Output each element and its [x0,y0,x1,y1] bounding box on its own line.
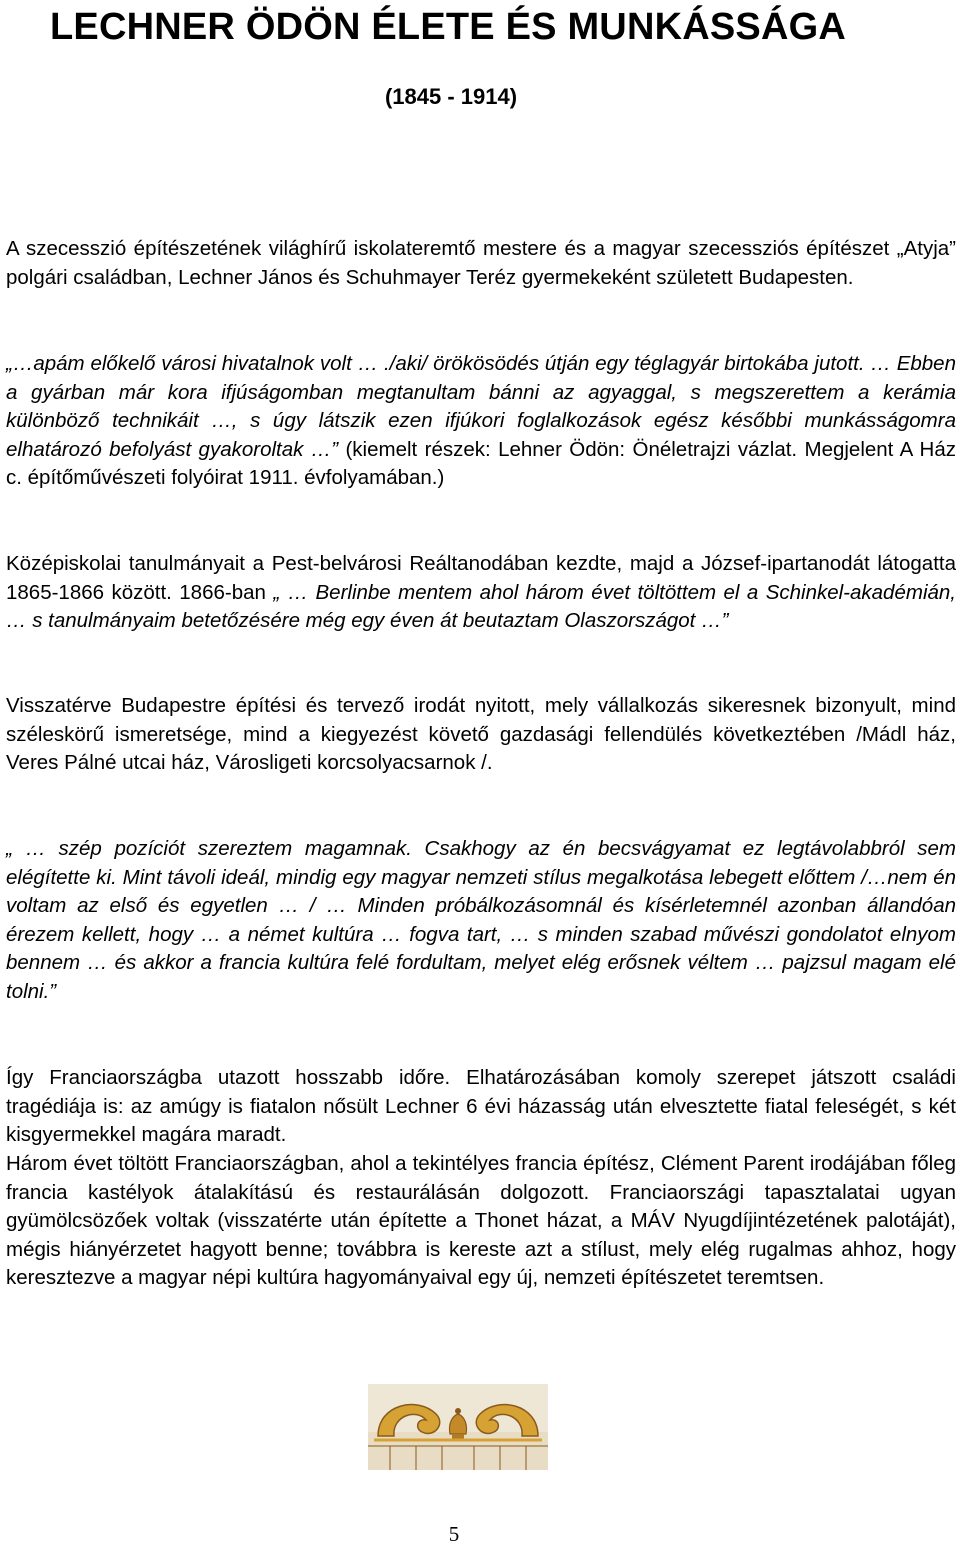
quote-ambition: „ … szép pozíciót szereztem magamnak. Csakhogy az én becsvágyamat ez legtávolabbról sem elégítette ki. Mint távoli ideál, mindig egy magyar nemzeti stílus megalkotása lebegett előttem /…nem én voltam az első és egyetlen … / … Minden próbálkozásomnál és kísérletemnél azonban állandóan érezem kellett, hogy … a német kultúra … fogva tart, … s minden szabad művészi gondolatot elnyom bennem … és akkor a francia kultúra felé fordultam, melyet elég erősnek véltem … pajzsul magam elé tolni.” [6,837,956,1003]
paragraph-france-travel: Így Franciaországba utazott hosszabb időre. Elhatározásában komoly szerepet játszott családi tragédiája is: az amúgy is fiatalon nősült Lechner 6 évi házasság után elvesztette fiatal feleségét, s két kisgyermekkel magára maradt. [6,1066,956,1147]
studies-text: Középiskolai tanulmányait a Pest-belvárosi Reáltanodában kezdte, majd a József-ipartanodát látogatta 1865-1866 között. 1866-ban [6,552,956,604]
paragraph-return: Visszatérve Budapestre építési és tervező irodát nyitott, mely vállalkozás sikeresnek bizonyult, mind széleskörű ismeretsége, mind a kiegyezést követő gazdasági fellendülés következtében /Mádl ház, Veres Pálné utcai ház, Városligeti korcsolyacsarnok /. [6,694,956,775]
paragraph-ambition-quote [6,835,956,1007]
paragraph-studies [6,550,956,636]
page-title: LECHNER ÖDÖN ÉLETE ÉS MUNKÁSSÁGA [50,6,847,48]
paragraph-childhood [6,350,956,493]
quote-berlin: „ … Berlinbe mentem ahol három évet töltöttem el a Schinkel-akadémián, … s tanulmányaim betetőzésére még egy éven át beutaztam Olaszországot …” [6,580,956,633]
ceramic-ornament-image [368,1384,548,1470]
paragraph-intro: A szecesszió építészetének világhírű iskolateremtő mestere és a magyar szecessziós építészet „Atyja” polgári családban, Lechner János és Schuhmayer Teréz gyermekeként született Budapesten. [6,237,956,289]
quote-childhood: „…apám előkelő városi hivatalnok volt … ./aki/ örökösödés útján egy téglagyár birtokába jutott. … Ebben a gyárban már kora ifjúságomban megtanultam bánni az agyaggal, s megszerettem a kerámia különböző technikáit …, s úgy látszik ezen ifjúkori foglalkozások egész későbbi munkásságomra elhatározó befolyást gyakoroltak …” [6,352,956,461]
paragraph-france-work: Három évet töltött Franciaországban, ahol a tekintélyes francia építész, Clément Parent irodájában főleg francia kastélyok átalakítású és restaurálásán dolgozott. Franciaországi tapasztalatai ugyan gyümölcsözőek voltak (visszatérte után építette a Thonet házat, a MÁV Nyugdíjintézetének palotáját), mégis hiányérzetet hagyott benne; továbbra is kereste azt a stílust, mely elég rugalmas ahhoz, hogy keresztezve a magyar népi kultúra hagyományaival egy új, nemzeti építészetet teremtsen. [6,1152,956,1290]
life-dates: (1845 - 1914) [384,84,518,109]
page-number: 5 [448,1522,460,1546]
quote-source: (kiemelt részek: Lehner Ödön: Önéletrajzi vázlat. Megjelent A Ház c. építőművészeti folyóirat 1911. évfolyamában.) [6,437,957,490]
